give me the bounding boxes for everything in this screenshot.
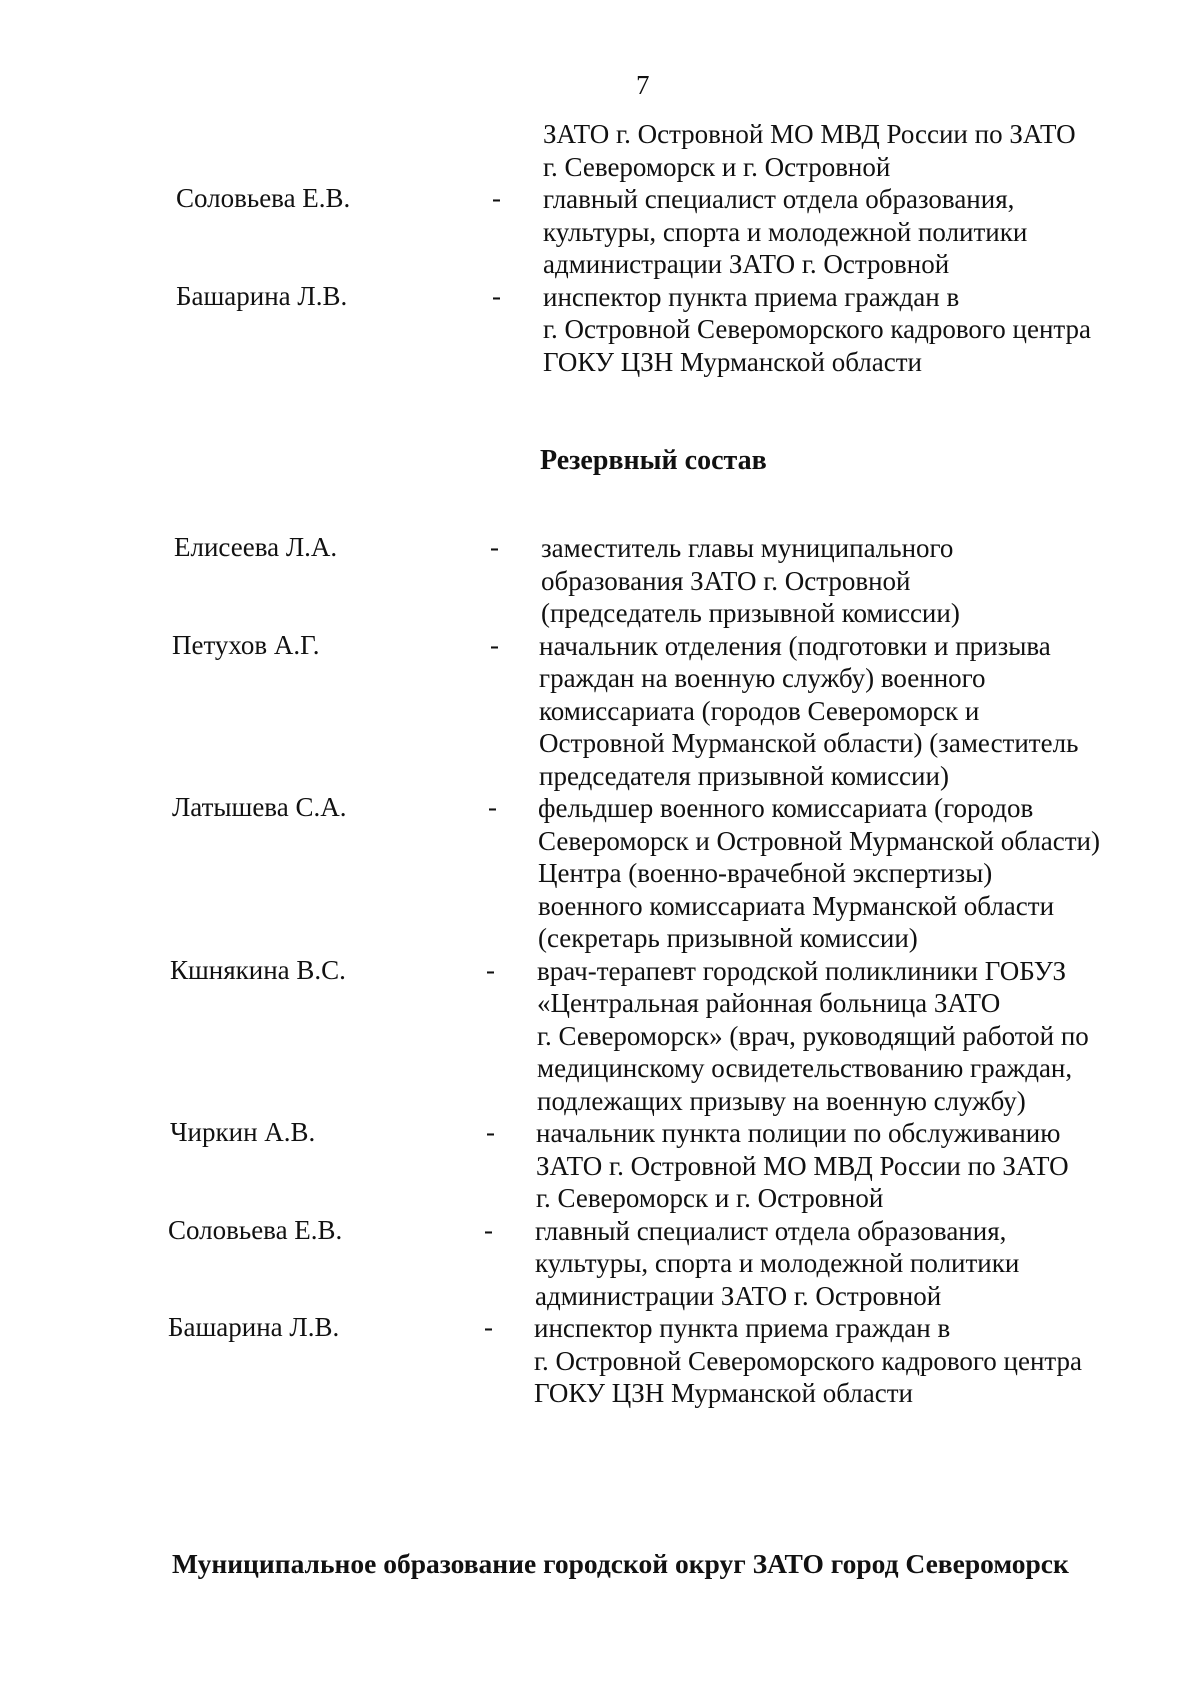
member-row — [0, 1117, 1200, 1215]
member-position — [535, 1215, 1200, 1313]
position-line: врач-терапевт городской поликлиники ГОБУЗ — [537, 955, 1067, 986]
member-name: Башарина Л.В. — [168, 1312, 340, 1342]
member-position — [543, 183, 1200, 281]
position-line: образования ЗАТО г. Островной — [541, 565, 911, 596]
member-name: Елисеева Л.А. — [174, 532, 338, 562]
position-line: администрации ЗАТО г. Островной — [535, 1280, 942, 1311]
position-line: г. Североморск и г. Островной — [536, 1183, 884, 1213]
member-dash: - — [486, 1117, 495, 1147]
position-line: ЗАТО г. Островной МО МВД России по ЗАТО — [536, 1150, 1069, 1181]
position-line: (секретарь призывной комиссии) — [538, 923, 918, 953]
member-position — [541, 532, 1200, 630]
member-row — [0, 118, 1200, 183]
position-line: (председатель призывной комиссии) — [541, 598, 960, 628]
footer-title: Муниципальное образование городской округ ЗАТО город Североморск — [172, 1548, 1069, 1579]
member-dash: - — [492, 280, 501, 311]
member-name: Соловьева Е.В. — [176, 183, 351, 213]
member-name: Петухов А.Г. — [172, 629, 320, 660]
position-line: г. Североморск и г. Островной — [543, 151, 891, 182]
position-line: комиссариата (городов Североморск и — [539, 695, 980, 726]
member-dash: - — [484, 1214, 493, 1245]
member-name: Башарина Л.В. — [176, 280, 348, 311]
member-row — [0, 792, 1200, 955]
position-line: начальник отделения (подготовки и призыва — [539, 630, 1051, 661]
member-position — [539, 630, 1200, 793]
position-line: подлежащих призыву на военную службу) — [537, 1085, 1026, 1116]
member-position — [534, 1312, 1200, 1410]
position-line: «Центральная районная больница ЗАТО — [537, 988, 1001, 1018]
position-line: медицинскому освидетельствованию граждан, — [537, 1053, 1073, 1083]
position-line: г. Островной Североморского кадрового центра — [534, 1345, 1083, 1376]
position-line: заместитель главы муниципального — [541, 533, 954, 563]
position-line: начальник пункта полиции по обслуживанию — [536, 1118, 1061, 1148]
member-dash: - — [490, 532, 499, 562]
position-line: военного комиссариата Мурманской области — [538, 890, 1055, 921]
position-line: председателя призывной комиссии) — [539, 760, 949, 791]
member-name: Соловьева Е.В. — [168, 1214, 343, 1245]
member-position — [537, 955, 1200, 1118]
position-line: г. Североморск» (врач, руководящий работой по — [537, 1020, 1089, 1051]
position-line: инспектор пункта приема граждан в — [543, 281, 960, 312]
position-line: главный специалист отдела образования, — [543, 184, 1015, 214]
position-line: администрации ЗАТО г. Островной — [543, 249, 950, 279]
member-name: Кшнякина В.С. — [170, 954, 346, 985]
member-dash: - — [484, 1312, 493, 1342]
member-position — [536, 1117, 1200, 1215]
member-row — [0, 281, 1200, 379]
member-dash: - — [486, 954, 495, 985]
position-line: инспектор пункта приема граждан в — [534, 1313, 951, 1343]
position-line: г. Островной Североморского кадрового центра — [543, 314, 1092, 344]
reserve-section-title: Резервный состав — [540, 445, 767, 476]
position-line: Североморск и Островной Мурманской области) — [538, 825, 1100, 856]
position-line: Центра (военно-врачебной экспертизы) — [538, 858, 993, 888]
member-row — [0, 955, 1200, 1118]
member-position — [538, 792, 1200, 955]
member-position — [543, 281, 1200, 379]
position-line: ГОКУ ЦЗН Мурманской области — [543, 346, 922, 377]
position-line: культуры, спорта и молодежной политики — [543, 216, 1028, 247]
member-row — [0, 630, 1200, 793]
member-row — [0, 1312, 1200, 1410]
position-line: ЗАТО г. Островной МО МВД России по ЗАТО — [543, 119, 1076, 149]
reserve-members-list — [0, 532, 1200, 1410]
member-position — [543, 118, 1200, 183]
member-name: Чиркин А.В. — [170, 1117, 316, 1147]
position-line: ГОКУ ЦЗН Мурманской области — [534, 1378, 913, 1408]
position-line: Островной Мурманской области) (заместитель — [539, 728, 1079, 758]
member-name: Латышева С.А. — [172, 792, 347, 822]
position-line: граждан на военную службу) военного — [539, 663, 986, 693]
page-number: 7 — [636, 70, 650, 100]
member-dash: - — [488, 792, 497, 822]
position-line: фельдшер военного комиссариата (городов — [538, 793, 1034, 823]
member-row — [0, 532, 1200, 630]
position-line: главный специалист отдела образования, — [535, 1215, 1007, 1246]
member-dash: - — [492, 183, 501, 213]
member-row — [0, 183, 1200, 281]
position-line: культуры, спорта и молодежной политики — [535, 1248, 1020, 1278]
main-members-list — [0, 118, 1200, 378]
member-dash: - — [490, 629, 499, 660]
member-row — [0, 1215, 1200, 1313]
